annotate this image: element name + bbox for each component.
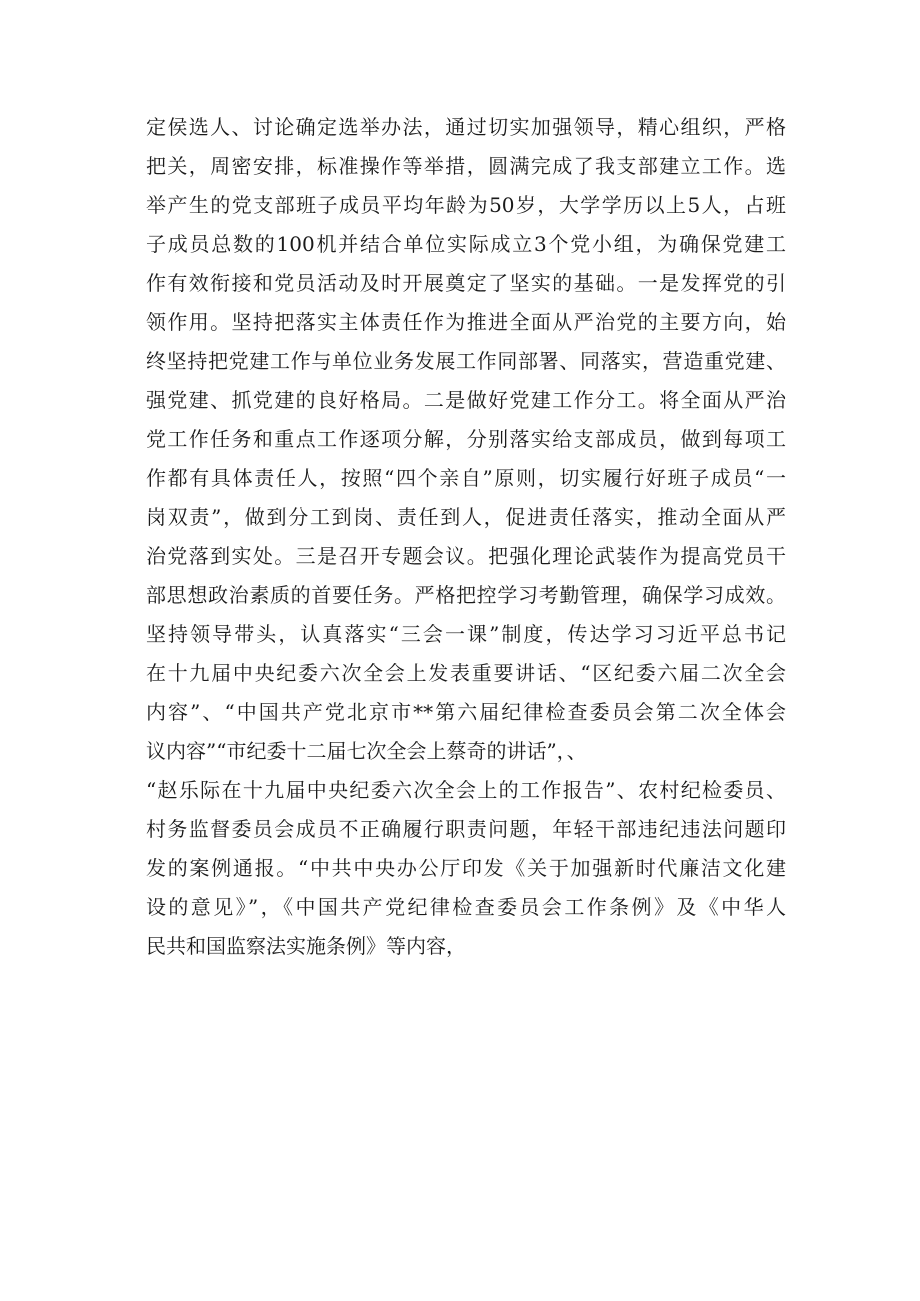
text-line: 党工作任务和重点工作逐项分解，分别落实给支部成员，做到每项工 [146,427,786,451]
text-line: 设的意见》”，《中国共产党纪律检查委员会工作条例》及《中华人 [146,895,786,919]
document-body [146,108,786,966]
text-line: 岗双责”，做到分工到岗、责任到人，促进责任落实，推动全面从严 [146,505,786,529]
text-line: 强党建、抓党建的良好格局。二是做好党建工作分工。将全面从严治 [146,388,786,412]
text-line: 发的案例通报。“中共中央办公厅印发《关于加强新时代廉洁文化建 [146,856,786,880]
text-line: 民共和国监察法实施条例》等内容， [146,934,466,958]
text-line: 议内容”“市纪委十二届七次全会上蔡奇的讲话”，、 [146,739,587,763]
text-line: 定侯选人、讨论确定选举办法，通过切实加强领导，精心组织，严格 [146,115,786,139]
text-line: 子成员总数的100机并结合单位实际成立3个党小组，为确保党建工 [146,232,786,256]
text-line: 内容”、“中国共产党北京市**第六届纪律检查委员会第二次全体会 [146,700,786,724]
text-line: 作有效衔接和党员活动及时开展奠定了坚实的基础。一是发挥党的引 [146,271,786,295]
text-line: 治党落到实处。三是召开专题会议。把强化理论武装作为提高党员干 [146,544,786,568]
text-line: 终坚持把党建工作与单位业务发展工作同部署、同落实，营造重党建、 [146,349,786,373]
text-line: 坚持领导带头，认真落实“三会一课”制度，传达学习习近平总书记 [146,622,786,646]
text-line: 村务监督委员会成员不正确履行职责问题，年轻干部违纪违法问题印 [146,817,786,841]
text-line: 领作用。坚持把落实主体责任作为推进全面从严治党的主要方向，始 [146,310,786,334]
text-line: “赵乐际在十九届中央纪委六次全会上的工作报告”、农村纪检委员、 [146,778,786,802]
text-line: 部思想政治素质的首要任务。严格把控学习考勤管理，确保学习成效。 [146,583,786,607]
text-line: 举产生的党支部班子成员平均年龄为50岁，大学学历以上5人，占班 [146,193,786,217]
text-line: 在十九届中央纪委六次全会上发表重要讲话、“区纪委六届二次全会 [146,661,786,685]
text-line: 把关，周密安排，标准操作等举措，圆满完成了我支部建立工作。选 [146,154,786,178]
text-line: 作都有具体责任人，按照“四个亲自”原则，切实履行好班子成员“一 [146,466,786,490]
